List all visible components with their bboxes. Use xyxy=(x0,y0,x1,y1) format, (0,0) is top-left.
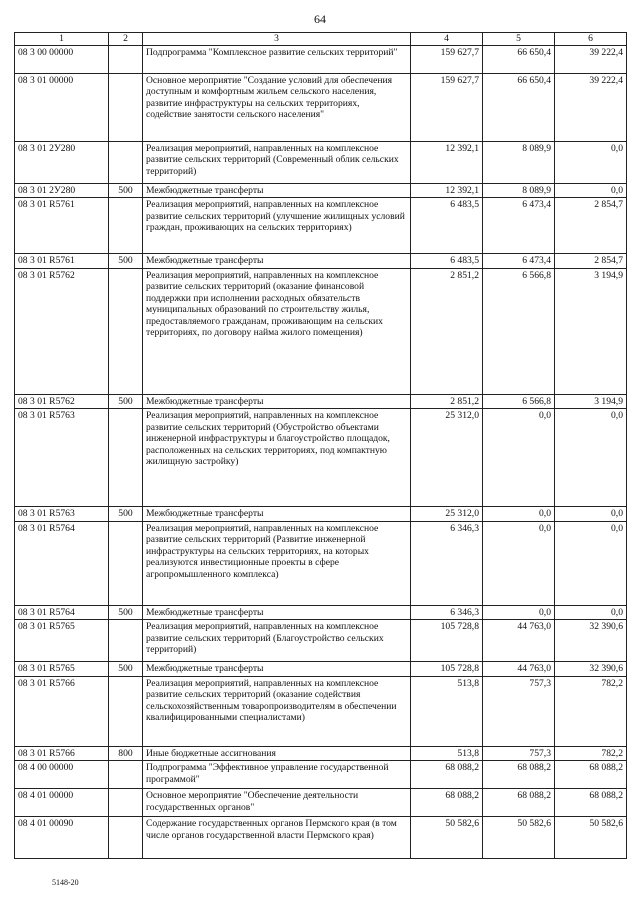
expense-type-code xyxy=(109,761,143,789)
amount-year-3: 0,0 xyxy=(555,409,627,507)
budget-table xyxy=(14,32,627,859)
target-article-code: 08 3 01 00000 xyxy=(15,73,109,141)
expense-type-code xyxy=(109,141,143,183)
table-row xyxy=(15,73,627,141)
amount-year-3: 0,0 xyxy=(555,507,627,522)
item-name: Реализация мероприятий, направленных на комплексное развитие сельских территорий (Благоустройство сельских территорий) xyxy=(143,620,411,662)
column-header-2: 2 xyxy=(109,33,143,46)
item-name: Подпрограмма "Эффективное управление государственной программой" xyxy=(143,761,411,789)
column-header-4: 4 xyxy=(411,33,483,46)
amount-year-2: 44 763,0 xyxy=(483,662,555,677)
target-article-code: 08 3 01 2У280 xyxy=(15,183,109,198)
expense-type-code: 500 xyxy=(109,605,143,620)
footer-document-code: 5148-20 xyxy=(52,878,79,887)
amount-year-3: 32 390,6 xyxy=(555,662,627,677)
expense-type-code: 500 xyxy=(109,183,143,198)
target-article-code: 08 4 01 00000 xyxy=(15,789,109,817)
amount-year-2: 50 582,6 xyxy=(483,817,555,859)
amount-year-1: 105 728,8 xyxy=(411,620,483,662)
target-article-code: 08 3 01 2У280 xyxy=(15,141,109,183)
amount-year-2: 68 088,2 xyxy=(483,789,555,817)
amount-year-3: 32 390,6 xyxy=(555,620,627,662)
target-article-code: 08 3 01 R5761 xyxy=(15,198,109,254)
item-name: Подпрограмма "Комплексное развитие сельских территорий" xyxy=(143,45,411,73)
target-article-code: 08 3 01 R5763 xyxy=(15,507,109,522)
expense-type-code xyxy=(109,73,143,141)
column-header-1: 1 xyxy=(15,33,109,46)
amount-year-3: 39 222,4 xyxy=(555,45,627,73)
target-article-code: 08 4 01 00090 xyxy=(15,817,109,859)
amount-year-3: 0,0 xyxy=(555,141,627,183)
amount-year-3: 2 854,7 xyxy=(555,254,627,269)
amount-year-2: 0,0 xyxy=(483,521,555,605)
amount-year-1: 68 088,2 xyxy=(411,789,483,817)
amount-year-1: 6 346,3 xyxy=(411,521,483,605)
amount-year-1: 25 312,0 xyxy=(411,507,483,522)
amount-year-1: 12 392,1 xyxy=(411,141,483,183)
item-name: Реализация мероприятий, направленных на комплексное развитие сельских территорий (оказание содействия сельскохозяйственным товаропроизводителям в обеспечении квалифицированными специалистами) xyxy=(143,676,411,746)
amount-year-2: 66 650,4 xyxy=(483,45,555,73)
expense-type-code: 500 xyxy=(109,394,143,409)
column-header-6: 6 xyxy=(555,33,627,46)
table-header-row xyxy=(15,33,627,46)
amount-year-3: 0,0 xyxy=(555,605,627,620)
table-row xyxy=(15,676,627,746)
amount-year-1: 50 582,6 xyxy=(411,817,483,859)
item-name: Реализация мероприятий, направленных на комплексное развитие сельских территорий (Развитие инженерной инфраструктуры на сельских территориях, на которых реализуются инвестиционные проекты в сфере агропромышленного комплекса) xyxy=(143,521,411,605)
target-article-code: 08 3 01 R5765 xyxy=(15,620,109,662)
amount-year-2: 66 650,4 xyxy=(483,73,555,141)
table-row xyxy=(15,507,627,522)
item-name: Межбюджетные трансферты xyxy=(143,183,411,198)
target-article-code: 08 3 01 R5766 xyxy=(15,676,109,746)
item-name: Реализация мероприятий, направленных на комплексное развитие сельских территорий (Обустройство объектами инженерной инфраструктуры и благоустройство площадок, расположенных на сельских территориях, под компактную жилищную застройку) xyxy=(143,409,411,507)
item-name: Межбюджетные трансферты xyxy=(143,507,411,522)
amount-year-3: 0,0 xyxy=(555,521,627,605)
item-name: Межбюджетные трансферты xyxy=(143,394,411,409)
target-article-code: 08 4 00 00000 xyxy=(15,761,109,789)
amount-year-3: 68 088,2 xyxy=(555,761,627,789)
amount-year-2: 757,3 xyxy=(483,676,555,746)
amount-year-2: 8 089,9 xyxy=(483,183,555,198)
amount-year-1: 159 627,7 xyxy=(411,45,483,73)
amount-year-2: 6 566,8 xyxy=(483,394,555,409)
amount-year-1: 159 627,7 xyxy=(411,73,483,141)
table-row xyxy=(15,746,627,761)
amount-year-2: 0,0 xyxy=(483,605,555,620)
table-row xyxy=(15,141,627,183)
amount-year-3: 2 854,7 xyxy=(555,198,627,254)
page-number: 64 xyxy=(314,12,326,26)
item-name: Реализация мероприятий, направленных на комплексное развитие сельских территорий (улучшение жилищных условий граждан, проживающих на сельских территориях) xyxy=(143,198,411,254)
amount-year-2: 757,3 xyxy=(483,746,555,761)
expense-type-code xyxy=(109,409,143,507)
amount-year-2: 8 089,9 xyxy=(483,141,555,183)
target-article-code: 08 3 00 00000 xyxy=(15,45,109,73)
table-body xyxy=(15,45,627,859)
amount-year-1: 513,8 xyxy=(411,676,483,746)
target-article-code: 08 3 01 R5766 xyxy=(15,746,109,761)
expense-type-code xyxy=(109,198,143,254)
item-name: Реализация мероприятий, направленных на комплексное развитие сельских территорий (Современный облик сельских территорий) xyxy=(143,141,411,183)
column-header-5: 5 xyxy=(483,33,555,46)
item-name: Содержание государственных органов Пермского края (в том числе органов государственной власти Пермского края) xyxy=(143,817,411,859)
column-header-3: 3 xyxy=(143,33,411,46)
item-name: Основное мероприятие "Обеспечение деятельности государственных органов" xyxy=(143,789,411,817)
table-row xyxy=(15,409,627,507)
item-name: Межбюджетные трансферты xyxy=(143,254,411,269)
expense-type-code xyxy=(109,676,143,746)
amount-year-1: 105 728,8 xyxy=(411,662,483,677)
target-article-code: 08 3 01 R5761 xyxy=(15,254,109,269)
table-row xyxy=(15,183,627,198)
amount-year-2: 44 763,0 xyxy=(483,620,555,662)
table-row xyxy=(15,198,627,254)
amount-year-2: 6 473,4 xyxy=(483,198,555,254)
item-name: Иные бюджетные ассигнования xyxy=(143,746,411,761)
expense-type-code: 500 xyxy=(109,507,143,522)
expense-type-code xyxy=(109,789,143,817)
amount-year-3: 39 222,4 xyxy=(555,73,627,141)
amount-year-1: 2 851,2 xyxy=(411,394,483,409)
item-name: Реализация мероприятий, направленных на комплексное развитие сельских территорий (оказание финансовой поддержки при исполнении расходных обязательств муниципальных образований по строительству жилья, предоставляемого гражданам, проживающим на сельских территориях, по договору найма жилого помещения) xyxy=(143,268,411,394)
table-row xyxy=(15,268,627,394)
amount-year-2: 6 566,8 xyxy=(483,268,555,394)
expense-type-code: 500 xyxy=(109,662,143,677)
table-row xyxy=(15,45,627,73)
target-article-code: 08 3 01 R5764 xyxy=(15,521,109,605)
amount-year-2: 0,0 xyxy=(483,409,555,507)
target-article-code: 08 3 01 R5762 xyxy=(15,394,109,409)
amount-year-1: 25 312,0 xyxy=(411,409,483,507)
expense-type-code: 500 xyxy=(109,254,143,269)
expense-type-code xyxy=(109,817,143,859)
amount-year-3: 782,2 xyxy=(555,746,627,761)
table-row xyxy=(15,662,627,677)
amount-year-1: 6 483,5 xyxy=(411,254,483,269)
amount-year-2: 0,0 xyxy=(483,507,555,522)
table-row xyxy=(15,761,627,789)
amount-year-1: 513,8 xyxy=(411,746,483,761)
amount-year-3: 68 088,2 xyxy=(555,789,627,817)
amount-year-3: 50 582,6 xyxy=(555,817,627,859)
item-name: Межбюджетные трансферты xyxy=(143,662,411,677)
expense-type-code: 800 xyxy=(109,746,143,761)
table-row xyxy=(15,620,627,662)
amount-year-1: 6 346,3 xyxy=(411,605,483,620)
amount-year-1: 12 392,1 xyxy=(411,183,483,198)
table-row xyxy=(15,521,627,605)
table-row xyxy=(15,394,627,409)
amount-year-2: 6 473,4 xyxy=(483,254,555,269)
table-row xyxy=(15,817,627,859)
table-row xyxy=(15,789,627,817)
amount-year-3: 3 194,9 xyxy=(555,394,627,409)
target-article-code: 08 3 01 R5762 xyxy=(15,268,109,394)
target-article-code: 08 3 01 R5763 xyxy=(15,409,109,507)
amount-year-3: 0,0 xyxy=(555,183,627,198)
target-article-code: 08 3 01 R5765 xyxy=(15,662,109,677)
target-article-code: 08 3 01 R5764 xyxy=(15,605,109,620)
expense-type-code xyxy=(109,521,143,605)
item-name: Основное мероприятие "Создание условий для обеспечения доступным и комфортным жильем сельского населения, развитие инфраструктуры на сельских территориях, содействие занятости сельского населения" xyxy=(143,73,411,141)
amount-year-1: 2 851,2 xyxy=(411,268,483,394)
item-name: Межбюджетные трансферты xyxy=(143,605,411,620)
table-row xyxy=(15,254,627,269)
amount-year-1: 6 483,5 xyxy=(411,198,483,254)
expense-type-code xyxy=(109,45,143,73)
amount-year-1: 68 088,2 xyxy=(411,761,483,789)
amount-year-3: 782,2 xyxy=(555,676,627,746)
expense-type-code xyxy=(109,620,143,662)
table-row xyxy=(15,605,627,620)
amount-year-2: 68 088,2 xyxy=(483,761,555,789)
expense-type-code xyxy=(109,268,143,394)
amount-year-3: 3 194,9 xyxy=(555,268,627,394)
